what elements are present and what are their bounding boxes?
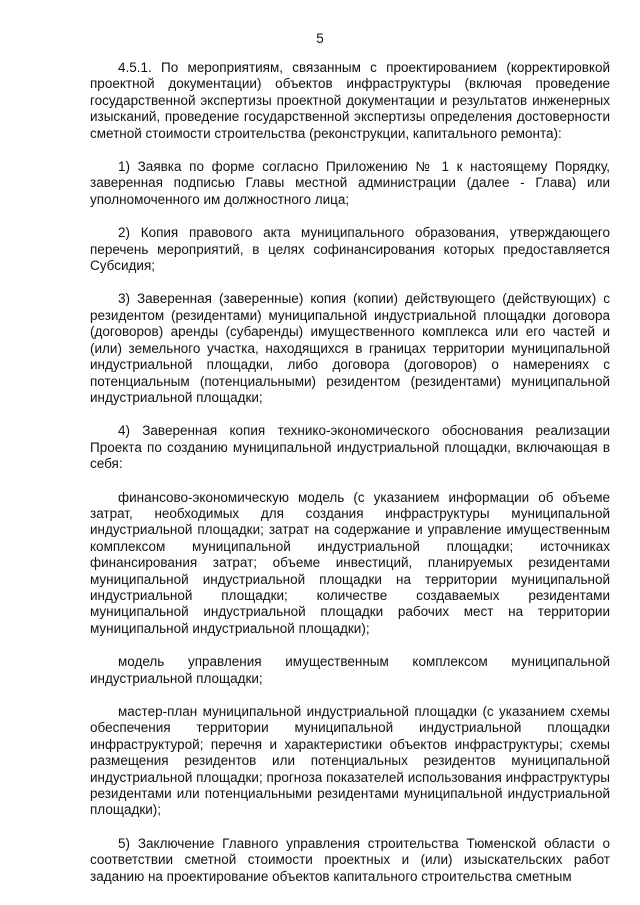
paragraph-item-5: 5) Заключение Главного управления строительства Тюменской области о соответствии сметной стоимости проектных и (или) изыскательских работ заданию на проектирование объектов капитального строительства сметным (90, 835, 610, 884)
page-number: 5 (316, 31, 324, 46)
document-body (90, 60, 610, 902)
paragraph-item-2: 2) Копия правового акта муниципального образования, утверждающего перечень мероприятий, в целях софинансирования которых предоставляется Субсидия; (90, 225, 610, 274)
paragraph-item-4: 4) Заверенная копия технико-экономического обоснования реализации Проекта по созданию муниципальной индустриальной площадки, включающая в себя: (90, 423, 610, 472)
paragraph-item-1: 1) Заявка по форме согласно Приложению № 1 к настоящему Порядку, заверенная подписью Главы местной администрации (далее - Глава) или уполномоченного им должностного лица; (90, 159, 610, 207)
paragraph-item-3: 3) Заверенная (заверенные) копия (копии) действующего (действующих) с резидентом (резидентами) муниципальной индустриальной площадки договора (договоров) аренды (субаренды) имущественного комплекса или его частей и (или) земельного участка, находящихся в границах территории муниципальной индустриальной площадки, либо договора (договоров) о намерениях с потенциальным (потенциальными) резидентом (резидентами) муниципальной индустриальной площадки; (90, 291, 610, 405)
paragraph-financial-model: финансово-экономическую модель (с указанием информации об объеме затрат, необходимых для создания инфраструктуры муниципальной индустриальной площадки; затрат на содержание и управление имущественным комплексом муниципальной индустриальной площадки; источниках финансирования затрат; объеме инвестиций, планируемых резидентами муниципальной индустриальной площадки на территории муниципальной индустриальной площадки; количестве создаваемых резидентами муниципальной индустриальной площадки рабочих мест на территории муниципальной индустриальной площадки); (90, 489, 610, 636)
paragraph-management-model: модель управления имущественным комплексом муниципальной индустриальной площадки; (90, 654, 610, 686)
paragraph-master-plan: мастер-план муниципальной индустриальной площадки (с указанием схемы обеспечения территории муниципальной индустриальной площадки инфраструктурой; перечня и характеристики объектов инфраструктуры; схемы размещения резидентов или потенциальных резидентов муниципальной индустриальной площадки; прогноза показателей использования инфраструктуры резидентами или потенциальными резидентами муниципальной индустриальной площадки); (90, 704, 610, 818)
paragraph-4-5-1: 4.5.1. По мероприятиям, связанным с проектированием (корректировкой проектной документации) объектов инфраструктуры (включая проведение государственной экспертизы проектной документации и результатов инженерных изысканий, проведение государственной экспертизы определения достоверности сметной стоимости строительства (реконструкции, капитального ремонта): (90, 60, 610, 141)
